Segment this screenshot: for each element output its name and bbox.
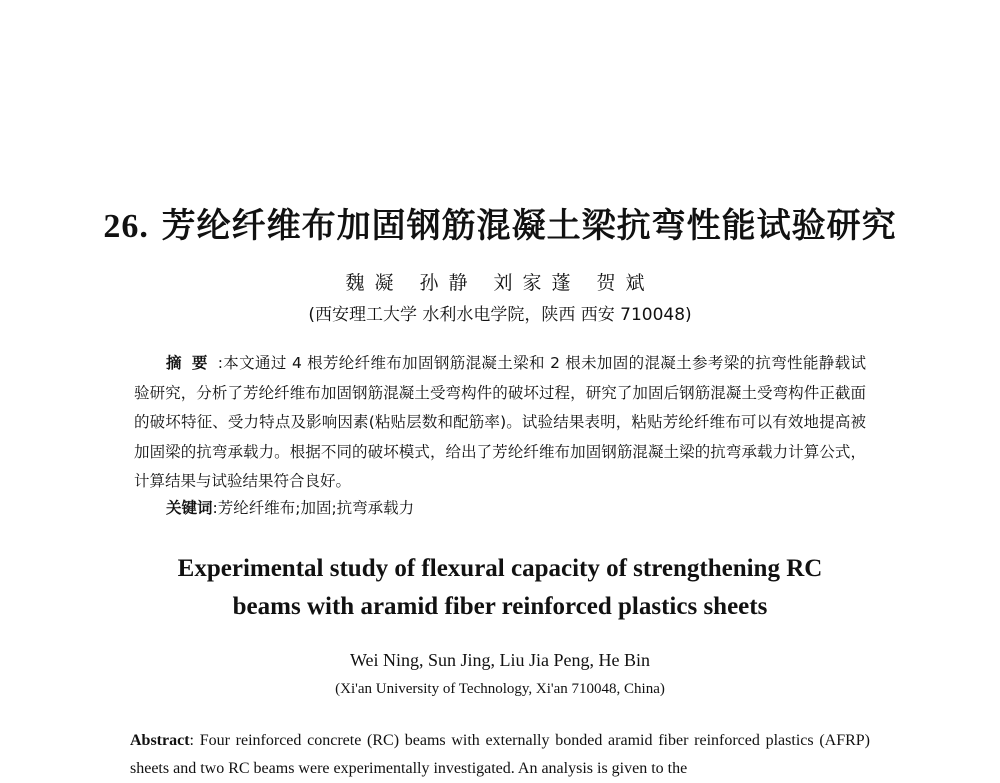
chinese-authors: 魏凝 孙静 刘家蓬 贺斌 [345,272,655,294]
english-title-line-1: Experimental study of flexural capacity of strengthening RC [177,555,823,582]
chinese-keywords [166,496,414,518]
english-authors: Wei Ning, Sun Jing, Liu Jia Peng, He Bin [349,650,651,670]
english-abstract-text: : Four reinforced concrete (RC) beams with externally bonded aramid fiber reinforced plastics (AFRP) sheets and two RC beams were experimentally investigated. An analysis is given to the [130,732,870,777]
english-abstract-label: Abstract [130,732,190,749]
chinese-abstract-label: 摘要 [166,354,218,372]
chinese-affiliation: (西安理工大学 水利水电学院，陕西 西安 710048) [308,305,692,325]
chinese-keywords-text: :芳纶纤维布;加固;抗弯承载力 [212,499,415,517]
chinese-keywords-label: 关键词 [166,499,213,517]
chinese-abstract [134,349,866,497]
english-abstract [130,727,870,783]
chinese-title-number: 26. [103,208,149,245]
chinese-title-text: 芳纶纤维布加固钢筋混凝土梁抗弯性能试验研究 [161,206,897,246]
chinese-abstract-text: :本文通过 4 根芳纶纤维布加固钢筋混凝土梁和 2 根未加固的混凝土参考梁的抗弯性能静载试验研究，分析了芳纶纤维布加固钢筋混凝土受弯构件的破坏过程，研究了加固后钢筋混凝土受弯构件正截面的破坏特征、受力特点及影响因素(粘贴层数和配筋率)。试验结果表明，粘贴芳纶纤维布可以有效地提高被加固梁的抗弯承载力。根据不同的破坏模式，给出了芳纶纤维布加固钢筋混凝土梁的抗弯承载力计算公式，计算结果与试验结果符合良好。 [134,354,866,490]
english-title [0,550,1000,626]
english-affiliation: (Xi'an University of Technology, Xi'an 710048, China) [335,681,665,697]
english-title-line-2: beams with aramid fiber reinforced plastics sheets [232,593,768,620]
chinese-title [0,198,1000,247]
